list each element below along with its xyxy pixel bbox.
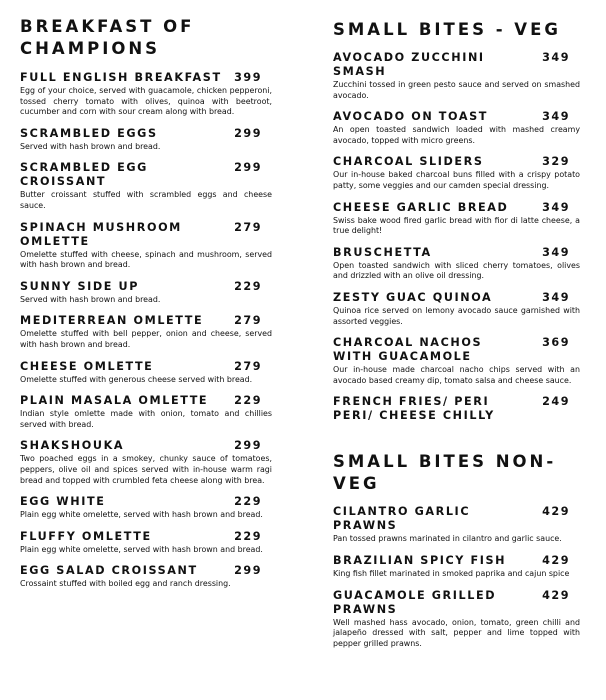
item-name: CILANTRO GARLIC PRAWNS bbox=[333, 505, 471, 533]
menu-item bbox=[20, 161, 272, 211]
menu-item bbox=[20, 495, 272, 521]
item-name: ZESTY GUAC QUINOA bbox=[333, 290, 493, 304]
item-description: Served with hash brown and bread. bbox=[20, 141, 161, 151]
item-description: Omelette stuffed with generous cheese served with bread. bbox=[20, 374, 253, 384]
item-description: Open toasted sandwich with sliced cherry tomatoes, olives and drizzled with an olive oil dressing. bbox=[333, 260, 580, 281]
menu-item bbox=[333, 395, 580, 423]
item-description: Pan tossed prawns marinated in cilantro and garlic sauce. bbox=[333, 534, 562, 544]
small-bites-column bbox=[333, 0, 580, 649]
item-name: BRAZILIAN SPICY FISH bbox=[333, 553, 507, 567]
menu-item bbox=[333, 589, 580, 650]
menu-item bbox=[333, 336, 580, 386]
section-title-nonveg: SMALL BITES NON-VEG bbox=[333, 452, 557, 494]
item-name: GUACAMOLE GRILLED PRAWNS bbox=[333, 588, 497, 616]
menu-item bbox=[20, 394, 272, 430]
menu-item bbox=[20, 127, 272, 153]
menu-item bbox=[20, 280, 272, 306]
item-description: Quinoa rice served on lemony avocado sauce garnished with assorted veggies. bbox=[333, 305, 580, 326]
item-description: Crossaint stuffed with boiled egg and ranch dressing. bbox=[20, 579, 231, 589]
item-name: MEDITERREAN OMLETTE bbox=[20, 314, 204, 328]
item-name: FLUFFY OMLETTE bbox=[20, 529, 152, 543]
item-name: AVOCADO ON TOAST bbox=[333, 110, 488, 124]
item-price: 429 bbox=[542, 553, 570, 567]
item-description: Our in-house baked charcoal buns filled with a crispy potato patty, some veggies and our camden special dressing. bbox=[333, 170, 580, 190]
item-name: PLAIN MASALA OMLETTE bbox=[20, 394, 209, 408]
item-price: 229 bbox=[234, 394, 262, 408]
item-price: 399 bbox=[234, 71, 262, 84]
item-price: 299 bbox=[234, 126, 262, 140]
item-description: Two poached eggs in a smokey, chunky sauce of tomatoes, peppers, olive oil and spices served with in-house warm ragi bread and topped with crumbled feta cheese along with brea. bbox=[20, 454, 272, 485]
item-price: 229 bbox=[234, 279, 262, 293]
item-name: CHARCOAL NACHOS WITH GUACAMOLE bbox=[333, 336, 483, 364]
item-description: Butter croissant stuffed with scrambled eggs and cheese sauce. bbox=[20, 190, 272, 210]
item-name: CHEESE GARLIC BREAD bbox=[333, 200, 509, 214]
item-price: 279 bbox=[234, 220, 262, 234]
item-price: 279 bbox=[234, 314, 262, 328]
item-price: 429 bbox=[542, 588, 570, 602]
item-price: 349 bbox=[542, 290, 570, 304]
item-description: Omelette stuffed with bell pepper, onion and cheese, served with hash brown and bread. bbox=[20, 329, 272, 349]
item-name: FRENCH FRIES/ PERI PERI/ CHEESE CHILLY bbox=[333, 395, 495, 423]
item-description: Zucchini tossed in green pesto sauce and served on smashed avocado. bbox=[333, 80, 580, 100]
menu-item bbox=[20, 71, 272, 118]
item-price: 279 bbox=[234, 359, 262, 373]
item-price: 229 bbox=[234, 529, 262, 543]
menu-item bbox=[333, 291, 580, 327]
item-name: BRUSCHETTA bbox=[333, 245, 432, 259]
item-name: SPINACH MUSHROOM OMLETTE bbox=[20, 220, 182, 248]
item-price: 329 bbox=[542, 155, 570, 169]
item-name: FULL ENGLISH BREAKFAST bbox=[20, 71, 222, 84]
section-title-breakfast bbox=[20, 16, 272, 60]
item-price: 429 bbox=[542, 505, 570, 519]
menu-item bbox=[333, 110, 580, 146]
item-description: An open toasted sandwich loaded with mashed creamy avocado, topped with micro greens. bbox=[333, 125, 580, 145]
section-title-line1: BREAKFAST OF bbox=[20, 17, 195, 36]
item-description: Our in-house made charcoal nacho chips served with an avocado based creamy dip, tomato salsa and cheese sauce. bbox=[333, 365, 580, 385]
item-name: EGG WHITE bbox=[20, 495, 106, 509]
menu-item bbox=[333, 51, 580, 101]
item-name: SCRAMBLED EGG CROISSANT bbox=[20, 161, 148, 189]
item-description: Plain egg white omelette, served with hash brown and bread. bbox=[20, 544, 263, 554]
item-name: CHEESE OMLETTE bbox=[20, 359, 154, 373]
item-price: 299 bbox=[234, 439, 262, 453]
item-price: 299 bbox=[234, 161, 262, 175]
item-price: 349 bbox=[542, 200, 570, 214]
section-title-line2: CHAMPIONS bbox=[20, 39, 161, 58]
item-price: 349 bbox=[542, 245, 570, 259]
menu-item bbox=[20, 530, 272, 556]
item-price: 299 bbox=[234, 564, 262, 578]
item-name: CHARCOAL SLIDERS bbox=[333, 155, 484, 169]
menu-item bbox=[333, 201, 580, 237]
item-price: 249 bbox=[542, 395, 570, 409]
item-name: SHAKSHOUKA bbox=[20, 439, 125, 453]
menu-item bbox=[20, 439, 272, 486]
item-description: Egg of your choice, served with guacamole, chicken pepperoni, tossed cherry tomato with olives, quinoa with beetroot, cucumber and corn with sour cream along with bread. bbox=[20, 86, 272, 117]
item-name: EGG SALAD CROISSANT bbox=[20, 564, 198, 578]
item-price: 369 bbox=[542, 336, 570, 350]
item-price: 349 bbox=[542, 110, 570, 124]
item-description: Well mashed hass avocado, onion, tomato, green chilli and jalapeño dressed with salt, pepper and lime topped with pepper grilled prawns. bbox=[333, 617, 580, 648]
menu-item bbox=[20, 314, 272, 350]
item-price: 349 bbox=[542, 51, 570, 64]
section-title-veg: SMALL BITES - VEG bbox=[333, 20, 561, 39]
breakfast-column bbox=[20, 0, 272, 590]
item-description: Swiss bake wood fired garlic bread with fior di latte cheese, a true delight! bbox=[333, 215, 580, 236]
menu-item bbox=[333, 554, 580, 580]
menu-item bbox=[20, 221, 272, 271]
menu-item bbox=[333, 246, 580, 282]
menu-item bbox=[333, 505, 580, 545]
item-name: SUNNY SIDE UP bbox=[20, 279, 139, 293]
menu-item bbox=[20, 360, 272, 386]
item-name: SCRAMBLED EGGS bbox=[20, 126, 158, 140]
item-name: AVOCADO ZUCCHINI SMASH bbox=[333, 51, 485, 78]
item-price: 229 bbox=[234, 495, 262, 509]
item-description: Served with hash brown and bread. bbox=[20, 294, 161, 304]
item-description: King fish fillet marinated in smoked paprika and cajun spice bbox=[333, 568, 570, 578]
item-description: Indian style omlette made with onion, tomato and chillies served with bread. bbox=[20, 409, 272, 429]
item-description: Plain egg white omelette, served with hash brown and bread. bbox=[20, 510, 263, 520]
item-description: Omelette stuffed with cheese, spinach and mushroom, served with hash brown and bread. bbox=[20, 249, 272, 270]
menu-item bbox=[333, 155, 580, 191]
menu-item bbox=[20, 564, 272, 590]
